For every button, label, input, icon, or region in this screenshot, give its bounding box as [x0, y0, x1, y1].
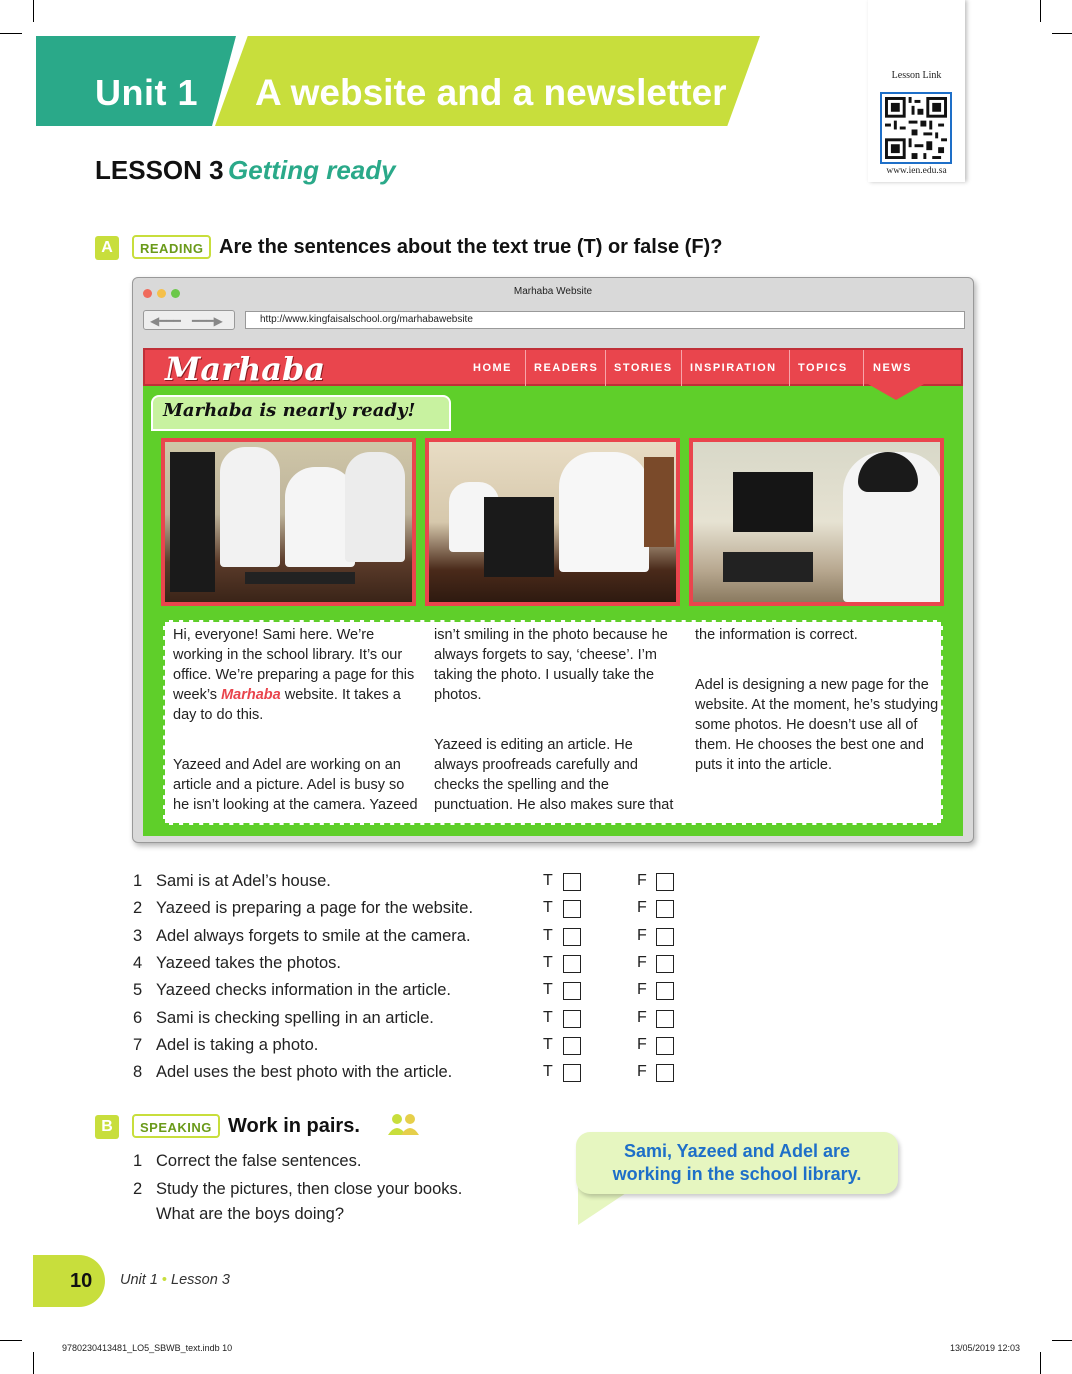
menu-inspiration[interactable]: INSPIRATION	[690, 362, 777, 374]
photo-2	[425, 438, 680, 606]
shelf-shape	[644, 457, 674, 547]
headline-text: Marhaba is nearly ready!	[163, 400, 416, 421]
photo-1	[161, 438, 416, 606]
section-a-instruction: Are the sentences about the text true (T) or false (F)?	[219, 236, 723, 258]
question-number: 8	[133, 1063, 143, 1082]
true-checkbox[interactable]	[563, 928, 581, 946]
bubble-line: Sami, Yazeed and Adel are	[623, 1141, 851, 1161]
item-text: Correct the false sentences.	[156, 1152, 362, 1170]
menu-readers[interactable]: READERS	[534, 362, 599, 374]
keyboard-shape	[245, 572, 355, 584]
false-checkbox[interactable]	[656, 955, 674, 973]
true-checkbox[interactable]	[563, 1010, 581, 1028]
footer-lesson: Lesson 3	[171, 1272, 230, 1288]
true-label: T	[543, 1008, 553, 1026]
question-row	[133, 899, 693, 926]
question-number: 5	[133, 981, 143, 1000]
reading-tag: READING	[132, 235, 211, 259]
forward-arrow-icon[interactable]: ━━━▶	[192, 314, 223, 328]
article-text: Yazeed is editing an article. He always proofreads carefully and checks the spelling and the punctuation. He also makes sure that	[434, 737, 674, 813]
menu-divider	[525, 350, 526, 386]
article-text: website. It takes a day to do this.	[173, 687, 401, 723]
question-text: Sami is checking spelling in an article.	[156, 1008, 434, 1027]
false-checkbox[interactable]	[656, 982, 674, 1000]
true-label: T	[543, 981, 553, 999]
true-checkbox[interactable]	[563, 900, 581, 918]
photo-3	[689, 438, 944, 606]
question-row	[133, 927, 693, 954]
crop-mark	[1040, 1352, 1041, 1374]
footer-bullet: •	[161, 1272, 167, 1288]
lesson-link-label: Lesson Link	[891, 70, 942, 81]
false-label: F	[637, 953, 647, 971]
article-text: Hi, everyone! Sami here. We’re working in the school library. It’s our office. We’re preparing a page for this week’s	[173, 627, 415, 703]
article-paragraph-3a	[434, 735, 679, 815]
computer-case	[723, 552, 813, 582]
pairs-icon	[385, 1113, 423, 1140]
menu-divider	[863, 350, 864, 386]
question-row	[133, 981, 693, 1008]
browser-title: Marhaba Website	[513, 286, 593, 297]
article-paragraph-2a	[173, 755, 418, 815]
crop-mark	[33, 0, 34, 22]
question-row	[133, 1063, 693, 1090]
article-column-1	[173, 625, 418, 735]
menu-topics[interactable]: TOPICS	[798, 362, 848, 374]
true-checkbox[interactable]	[563, 1064, 581, 1082]
question-row	[133, 1036, 693, 1063]
menu-home[interactable]: HOME	[473, 362, 512, 374]
question-row	[133, 954, 693, 981]
article-text: Adel is designing a new page for the website. At the moment, he’s studying some photos. He doesn’t use all of them. He chooses the best one and puts it into the article.	[695, 677, 939, 773]
article-paragraph-4	[695, 675, 940, 775]
print-date: 13/05/2019 12:03	[950, 1343, 1021, 1353]
question-number: 4	[133, 953, 143, 972]
question-text: Adel always forgets to smile at the camera.	[156, 926, 471, 945]
false-checkbox[interactable]	[656, 900, 674, 918]
true-label: T	[543, 872, 553, 889]
false-checkbox[interactable]	[656, 1064, 674, 1082]
false-label: F	[637, 1008, 647, 1026]
false-checkbox[interactable]	[656, 1037, 674, 1055]
question-text: Sami is at Adel’s house.	[156, 872, 331, 890]
menu-news[interactable]: NEWS	[873, 362, 912, 374]
false-label: F	[637, 981, 647, 999]
true-label: T	[543, 899, 553, 917]
crop-mark	[33, 1352, 34, 1374]
footer-label	[120, 1272, 230, 1288]
boy-figure	[559, 452, 649, 572]
lesson-label: LESSON 3	[95, 155, 224, 185]
lesson-link-panel[interactable]	[868, 0, 965, 182]
menu-stories[interactable]: STORIES	[614, 362, 673, 374]
boy-figure	[220, 447, 280, 567]
question-number: 6	[133, 1008, 143, 1027]
menu-divider	[789, 350, 790, 386]
footer-unit: Unit 1	[120, 1272, 158, 1288]
crop-mark	[0, 1340, 22, 1341]
news-active-indicator	[868, 384, 924, 400]
monitor-shape	[170, 452, 215, 592]
question-number: 3	[133, 926, 143, 945]
crop-mark	[1052, 1340, 1072, 1341]
article-text: isn’t smiling in the photo because he always forgets to say, ‘cheese’. I’m taking the photo. I usually take the photos.	[434, 627, 668, 703]
section-b-badge: B	[95, 1115, 119, 1139]
true-checkbox[interactable]	[563, 1037, 581, 1055]
speech-bubble	[576, 1132, 898, 1194]
item-number: 1	[133, 1152, 143, 1170]
article-paragraph-1	[173, 625, 418, 725]
qr-code-icon[interactable]	[880, 92, 952, 164]
question-row	[133, 872, 693, 899]
section-a-badge: A	[95, 236, 119, 260]
item-text: Study the pictures, then close your books.	[156, 1180, 463, 1198]
true-label: T	[543, 926, 553, 944]
true-checkbox[interactable]	[563, 873, 581, 891]
true-checkbox[interactable]	[563, 955, 581, 973]
false-label: F	[637, 899, 647, 917]
true-label: T	[543, 1063, 553, 1081]
menu-divider	[681, 350, 682, 386]
crop-mark	[1052, 33, 1072, 34]
false-label: F	[637, 926, 647, 944]
unit-label: Unit 1	[95, 72, 199, 113]
boy-figure	[345, 452, 405, 562]
question-text: Yazeed is preparing a page for the website.	[156, 899, 474, 918]
true-label: T	[543, 1035, 553, 1053]
section-b-instruction: Work in pairs.	[228, 1115, 360, 1137]
crop-mark	[1040, 0, 1041, 22]
lesson-subtitle: Getting ready	[228, 155, 396, 185]
false-label: F	[637, 1035, 647, 1053]
nav-buttons	[143, 310, 235, 330]
item-number: 2	[133, 1180, 143, 1198]
question-number: 7	[133, 1035, 143, 1054]
address-bar[interactable]: http://www.kingfaisalschool.org/marhabawebsite	[245, 311, 965, 329]
question-text: Yazeed checks information in the article.	[156, 981, 452, 1000]
speech-bubble-text	[576, 1140, 898, 1186]
bubble-line: working in the school library.	[612, 1164, 862, 1184]
question-row	[133, 1009, 693, 1036]
true-label: T	[543, 953, 553, 971]
article-paragraph-2b	[434, 625, 679, 725]
page-number-tab	[33, 1255, 105, 1307]
marhaba-emphasis: Marhaba	[221, 687, 281, 703]
site-header	[143, 348, 963, 386]
speaking-item-2-cont: What are the boys doing?	[156, 1205, 345, 1223]
false-checkbox[interactable]	[656, 928, 674, 946]
false-label: F	[637, 872, 647, 889]
true-checkbox[interactable]	[563, 982, 581, 1000]
question-number: 2	[133, 899, 143, 918]
monitor-shape	[733, 472, 813, 532]
unit-title: A website and a newsletter	[255, 72, 727, 113]
monitor-shape	[484, 497, 554, 577]
article-paragraph-3b	[695, 625, 940, 665]
false-checkbox[interactable]	[656, 873, 674, 891]
lesson-link-url[interactable]: www.ien.edu.sa	[886, 166, 947, 176]
false-checkbox[interactable]	[656, 1010, 674, 1028]
speaking-tag: SPEAKING	[132, 1114, 220, 1138]
question-number: 1	[133, 872, 143, 890]
article-text: the information is correct.	[695, 627, 858, 643]
print-slug: 9780230413481_LO5_SBWB_text.indb 10	[62, 1343, 233, 1353]
question-text: Adel uses the best photo with the article.	[156, 1063, 453, 1082]
article-text: Yazeed and Adel are working on an article and a picture. Adel is busy so he isn’t looking at the camera. Yazeed	[173, 757, 418, 813]
crop-mark	[0, 33, 22, 34]
menu-divider	[605, 350, 606, 386]
false-label: F	[637, 1063, 647, 1081]
site-logo[interactable]: Marhaba	[165, 350, 326, 388]
question-text: Yazeed takes the photos.	[156, 953, 341, 972]
back-arrow-icon[interactable]: ◀━━━	[150, 314, 181, 328]
question-text: Adel is taking a photo.	[156, 1035, 319, 1054]
page-number: 10	[70, 1270, 93, 1292]
